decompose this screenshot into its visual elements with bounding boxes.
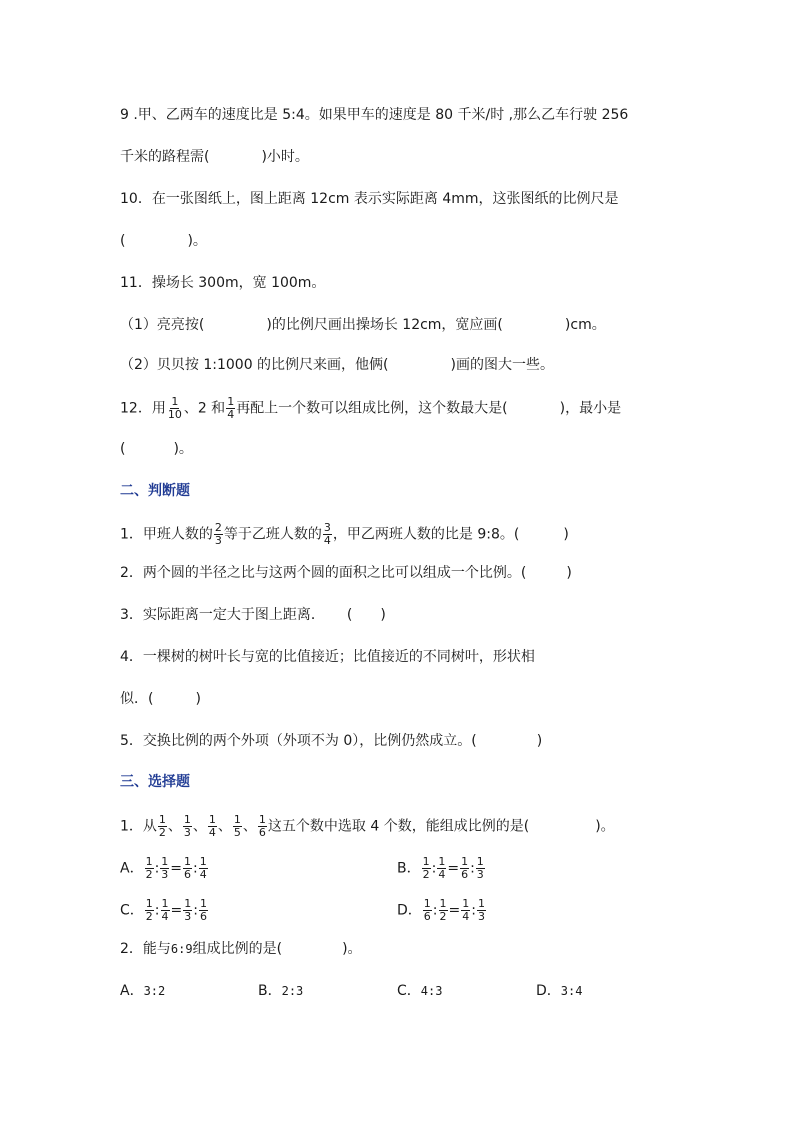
q11-p1-text-b: )的比例尺画出操场长 12cm，宽应画(	[266, 317, 503, 333]
frac-den: 4	[323, 534, 331, 547]
q9-line1: 9 .甲、乙两车的速度比是 5:4。如果甲车的速度是 80 千米/时 ,那么乙车行驶 256	[120, 107, 629, 123]
q9-text-b: )小时。	[261, 149, 309, 165]
frac-den: 4	[438, 868, 446, 881]
j3-paren-open: (	[346, 607, 353, 623]
frac-num: 1	[184, 855, 192, 868]
judgment-2	[120, 563, 572, 583]
frac-den: 3	[161, 868, 169, 881]
option-label: D．	[397, 902, 422, 919]
c1-option-c[interactable]	[120, 898, 209, 923]
frac	[145, 898, 154, 923]
c1-frac-3	[208, 814, 217, 839]
c1-text-b: 这五个数中选取 4 个数，能组成比例的是(	[267, 818, 530, 835]
frac-den: 4	[462, 910, 470, 923]
frac	[461, 898, 470, 923]
choice-2-stem	[120, 939, 362, 959]
q12-paren-close: )。	[173, 441, 193, 457]
frac-num: 1	[227, 395, 235, 408]
frac-num: 1	[171, 395, 179, 408]
colon: :	[154, 902, 160, 919]
judgment-3	[120, 605, 386, 625]
c1-option-d[interactable]	[397, 898, 487, 923]
j1-text-d: )	[563, 526, 569, 543]
frac-den: 4	[161, 910, 169, 923]
c2-text-c: )。	[342, 941, 362, 957]
frac-num: 1	[422, 855, 430, 868]
colon: :	[193, 902, 198, 919]
equals: =	[170, 902, 183, 919]
frac	[437, 856, 446, 881]
frac-num: 1	[439, 897, 447, 910]
colon: :	[432, 902, 438, 919]
frac-num: 1	[199, 855, 207, 868]
c2-option-a[interactable]	[120, 981, 165, 1001]
q12-text-c: 再配上一个数可以组成比例，这个数最大是(	[236, 400, 508, 417]
frac-den: 4	[199, 868, 207, 881]
q9-text-a: 千米的路程需(	[120, 149, 210, 165]
q11-stem: 11．操场长 300m，宽 100m。	[120, 275, 326, 291]
frac	[160, 856, 169, 881]
c1-option-a[interactable]	[120, 856, 209, 881]
frac-den: 6	[199, 910, 207, 923]
colon: :	[193, 860, 198, 877]
judgment-4-line1: 4．一棵树的树叶长与宽的比值接近；比值接近的不同树叶，形状相	[120, 649, 535, 665]
choice-1-stem	[120, 814, 615, 839]
q10-paren-open: (	[120, 233, 126, 249]
option-value: 2:3	[281, 984, 304, 998]
frac	[199, 856, 208, 881]
colon: :	[431, 860, 437, 877]
q12-text-b: 、2 和	[183, 400, 226, 417]
j1-text-c: ，甲乙两班人数的比是 9:8。(	[332, 526, 520, 543]
frac-num: 1	[183, 813, 191, 826]
colon: :	[154, 860, 160, 877]
j1-text-a: 1．甲班人数的	[120, 526, 213, 543]
frac-den: 6	[423, 910, 431, 923]
q12-line2	[120, 439, 193, 459]
frac-num: 1	[184, 897, 192, 910]
judgment-5	[120, 731, 542, 751]
c2-option-b[interactable]	[258, 981, 303, 1001]
sep: 、	[192, 818, 207, 835]
judgment-4-line2	[120, 689, 201, 709]
frac-num: 1	[423, 897, 431, 910]
frac-num: 1	[161, 855, 169, 868]
frac-den: 3	[476, 868, 484, 881]
option-label: B．	[258, 983, 282, 999]
c1-text-c: )。	[595, 818, 615, 835]
frac-num: 1	[145, 897, 153, 910]
frac	[183, 856, 192, 881]
section-title-choice: 三、选择题	[120, 774, 190, 790]
frac-den: 10	[167, 408, 182, 421]
c2-ratio: 6:9	[170, 942, 193, 956]
option-label: A．	[120, 983, 144, 999]
frac-den: 5	[233, 826, 241, 839]
option-label: B．	[397, 860, 421, 877]
frac-num: 1	[158, 813, 166, 826]
q11-part2	[120, 355, 554, 375]
sep: 、	[242, 818, 257, 835]
c1-frac-2	[183, 814, 192, 839]
frac-num: 1	[145, 855, 153, 868]
equals: =	[170, 860, 183, 877]
frac-num: 1	[438, 855, 446, 868]
q10-line2	[120, 231, 207, 251]
j4-text-b: )	[195, 691, 201, 707]
frac-den: 4	[227, 408, 235, 421]
q10-paren-close: )。	[187, 233, 207, 249]
j5-text-b: )	[536, 733, 543, 749]
c2-option-c[interactable]	[397, 981, 442, 1001]
q9-line2	[120, 147, 309, 167]
frac-num: 1	[233, 813, 241, 826]
frac	[199, 898, 208, 923]
frac-den: 4	[208, 826, 216, 839]
c2-option-d[interactable]	[536, 981, 582, 1001]
frac-num: 1	[199, 897, 207, 910]
sep: 、	[217, 818, 232, 835]
j1-fraction-1	[214, 522, 223, 547]
frac-den: 2	[439, 910, 447, 923]
j2-text-b: )	[566, 565, 572, 581]
q12-paren-open: (	[120, 441, 126, 457]
option-label: D．	[536, 983, 561, 999]
frac-num: 1	[461, 855, 469, 868]
frac-num: 1	[477, 897, 485, 910]
colon: :	[470, 860, 475, 877]
option-value: 3:4	[560, 984, 583, 998]
sep: 、	[167, 818, 182, 835]
c1-option-b[interactable]	[397, 856, 486, 881]
frac-num: 1	[258, 813, 266, 826]
j5-text-a: 5．交换比例的两个外项（外项不为 0），比例仍然成立。(	[120, 733, 477, 749]
j1-fraction-2	[323, 522, 332, 547]
frac-den: 3	[477, 910, 485, 923]
frac	[439, 898, 448, 923]
frac	[183, 898, 192, 923]
frac-den: 6	[258, 826, 266, 839]
c1-frac-4	[233, 814, 242, 839]
c2-text-b: 组成比例的是(	[192, 941, 283, 957]
frac	[460, 856, 469, 881]
frac-num: 1	[208, 813, 216, 826]
frac-den: 6	[184, 868, 192, 881]
frac	[477, 898, 486, 923]
option-value: 4:3	[420, 984, 443, 998]
j4-text-a: 似．(	[120, 691, 154, 707]
frac-den: 2	[145, 910, 153, 923]
frac-den: 3	[183, 826, 191, 839]
option-label: C．	[397, 983, 421, 999]
option-label: C．	[120, 902, 144, 919]
q12-fraction-1	[167, 396, 183, 421]
frac-den: 2	[158, 826, 166, 839]
frac-den: 2	[145, 868, 153, 881]
frac-den: 3	[214, 534, 222, 547]
section-title-judgment: 二、判断题	[120, 483, 190, 499]
equals: =	[447, 860, 460, 877]
q12-text-d: )，最小是	[559, 400, 622, 417]
q12-text-a: 12．用	[120, 400, 166, 417]
q11-p1-text-a: （1）亮亮按(	[120, 317, 205, 333]
j2-text-a: 2．两个圆的半径之比与这两个圆的面积之比可以组成一个比例。(	[120, 565, 527, 581]
frac-den: 3	[184, 910, 192, 923]
frac-num: 3	[323, 521, 331, 534]
j3-paren-close: )	[380, 607, 386, 623]
q12-fraction-2	[226, 396, 235, 421]
q12-line1	[120, 396, 621, 421]
c1-text-a: 1．从	[120, 818, 157, 835]
frac-num: 1	[161, 897, 169, 910]
option-value: 3:2	[143, 984, 166, 998]
q11-p2-text-b: )画的图大一些。	[450, 357, 554, 373]
q11-p2-text-a: （2）贝贝按 1:1000 的比例尺来画，他俩(	[120, 357, 389, 373]
frac	[145, 856, 154, 881]
q11-p1-text-c: )cm。	[564, 317, 606, 333]
frac-num: 2	[214, 521, 222, 534]
option-label: A．	[120, 860, 144, 877]
colon: :	[471, 902, 476, 919]
q10-line1: 10．在一张图纸上，图上距离 12cm 表示实际距离 4mm，这张图纸的比例尺是	[120, 191, 619, 207]
c1-frac-1	[158, 814, 167, 839]
frac	[423, 898, 432, 923]
c1-frac-5	[258, 814, 267, 839]
c2-text-a: 2．能与	[120, 941, 171, 957]
j1-text-b: 等于乙班人数的	[223, 526, 322, 543]
judgment-1	[120, 522, 569, 547]
j3-text-a: 3．实际距离一定大于图上距离．	[120, 607, 325, 623]
frac-den: 6	[461, 868, 469, 881]
equals: =	[448, 902, 461, 919]
q11-part1	[120, 315, 606, 335]
frac-num: 1	[462, 897, 470, 910]
frac	[161, 898, 170, 923]
frac	[476, 856, 485, 881]
frac-num: 1	[476, 855, 484, 868]
frac-den: 2	[422, 868, 430, 881]
frac	[422, 856, 431, 881]
